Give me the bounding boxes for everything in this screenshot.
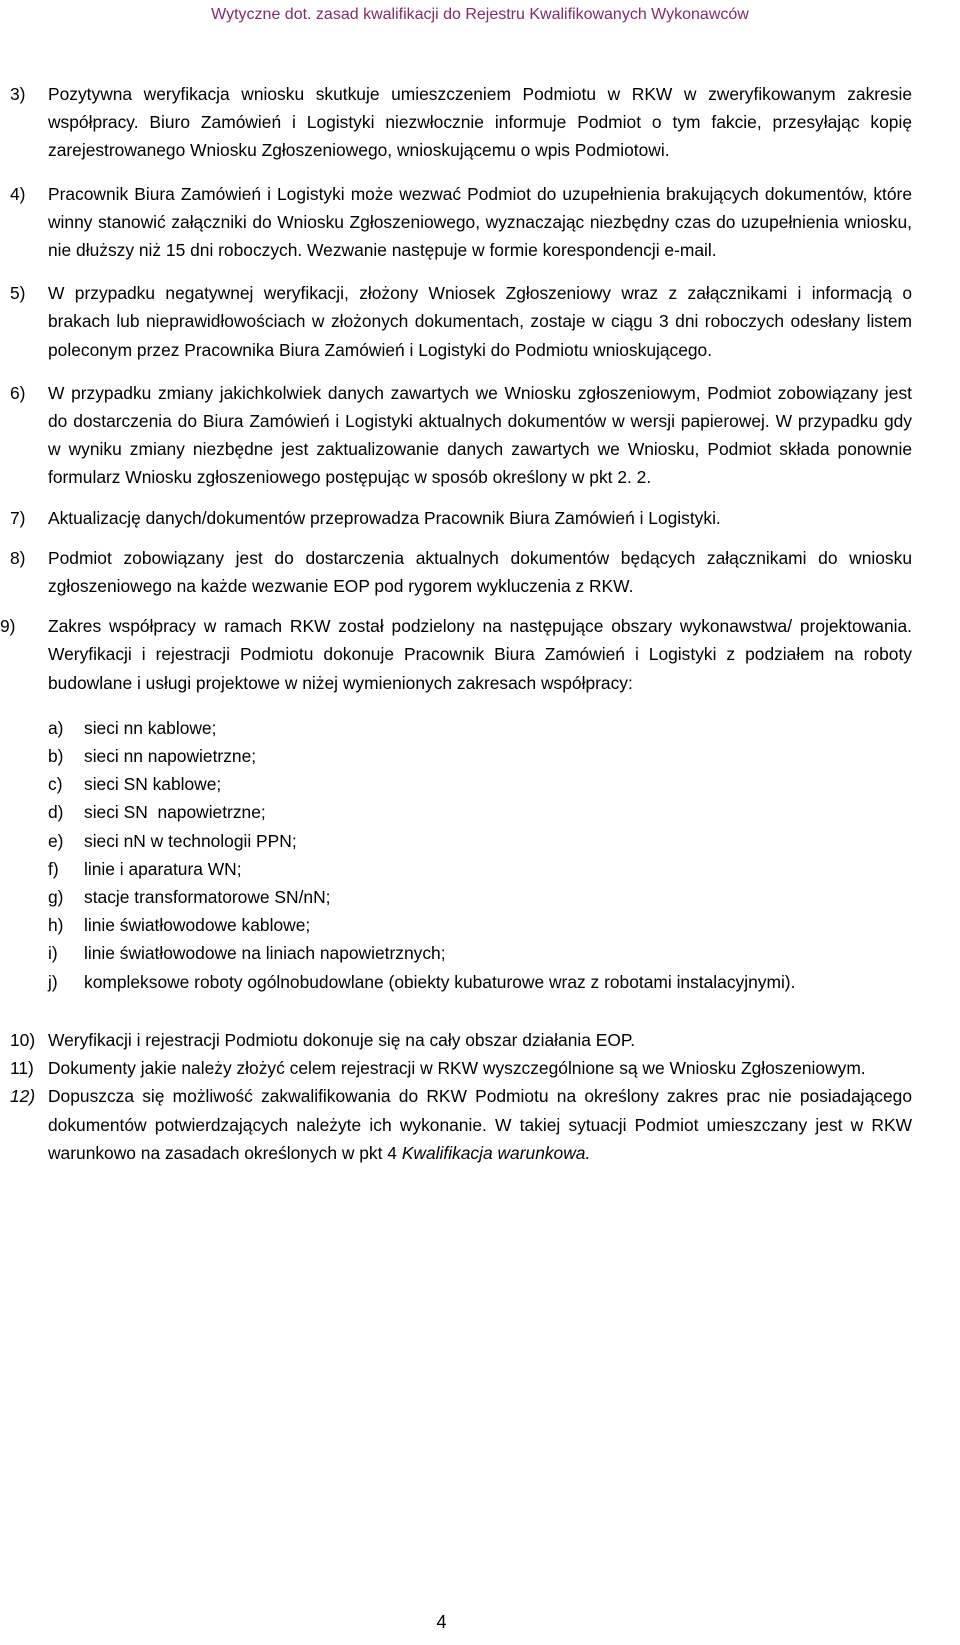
item-text: Aktualizację danych/dokumentów przeprowadza Pracownik Biura Zamówień i Logistyki.: [48, 507, 721, 528]
sublist-item-f: [48, 855, 912, 883]
item-text: Dokumenty jakie należy złożyć celem rejestracji w RKW wyszczególnione są we Wniosku Zgłoszeniowym.: [48, 1058, 866, 1079]
sublist-text: linie i aparatura WN;: [84, 858, 242, 879]
sublist-letter: g): [48, 887, 64, 908]
list-item-12: [10, 1082, 912, 1167]
item-text: [48, 1082, 912, 1167]
sublist-text: sieci SN napowietrzne;: [84, 802, 266, 823]
item-text-italic-reference: Kwalifikacja warunkowa.: [401, 1142, 591, 1163]
item-text: Pozytywna weryfikacja wniosku skutkuje umieszczeniem Podmiotu w RKW w zweryfikowanym zakresie współpracy. Biuro Zamówień i Logistyki niezwłocznie informuje Podmiot o tym fakcie, przesyłając kopię zarejestrowanego Wniosku Zgłoszeniowego, wnioskującemu o wpis Podmiotowi.: [48, 84, 912, 161]
item-text-regular: Dopuszcza się możliwość zakwalifikowania do RKW Podmiotu na określony zakres prac nie posiadającego dokumentów potwierdzających należyte ich wykonanie. W takiej sytuacji Podmiot umieszczany jest w RKW warunkowo na zasadach określonych w pkt 4: [48, 1086, 912, 1163]
sublist-text: kompleksowe roboty ogólnobudowlane (obiekty kubaturowe wraz z robotami instalacyjnymi).: [84, 971, 796, 992]
sublist-item-g: [48, 883, 912, 911]
sublist-item-a: [48, 714, 912, 742]
sublist-letter: f): [48, 858, 59, 879]
list-item-10: [10, 1026, 912, 1054]
sublist-item-h: [48, 911, 912, 939]
item-number: 7): [10, 507, 26, 528]
item-number: 6): [10, 382, 26, 403]
list-item-9: [0, 612, 912, 697]
item-number: 8): [10, 547, 26, 568]
page-number: 4: [436, 1612, 447, 1632]
list-item-7: [10, 504, 912, 532]
list-item-6: [10, 379, 912, 492]
item-text: Weryfikacji i rejestracji Podmiotu dokonuje się na cały obszar działania EOP.: [48, 1029, 636, 1050]
sublist-item-i: [48, 939, 912, 967]
sublist-letter: c): [48, 774, 63, 795]
item-number: 9): [0, 616, 16, 637]
sublist-text: linie światłowodowe na liniach napowietrznych;: [84, 943, 446, 964]
sublist-letter: e): [48, 830, 64, 851]
item-number: 3): [10, 84, 26, 104]
sublist-letter: b): [48, 746, 64, 767]
list-item-11: [10, 1054, 912, 1082]
sublist-letter: a): [48, 717, 64, 738]
item-number: 4): [10, 183, 26, 204]
sublist-text: stacje transformatorowe SN/nN;: [84, 887, 331, 908]
sublist-letter: j): [48, 971, 58, 992]
item-text: Podmiot zobowiązany jest do dostarczenia aktualnych dokumentów będących załącznikami do wniosku zgłoszeniowego na każde wezwanie EOP pod rygorem wykluczenia z RKW.: [48, 547, 912, 597]
sublist-item-d: [48, 798, 912, 826]
sublist-item-b: [48, 742, 912, 770]
list-item-3: [10, 80, 912, 165]
item-text: W przypadku zmiany jakichkolwiek danych zawartych we Wniosku zgłoszeniowym, Podmiot zobowiązany jest do dostarczenia do Biura Zamówień i Logistyki aktualnych dokumentów w wersji papierowej. W przypadku gdy w wyniku zmiany niezbędne jest zaktualizowanie danych zawartych we Wniosku, Podmiot składa ponownie formularz Wniosku zgłoszeniowego postępując w sposób określony w pkt 2. 2.: [48, 382, 912, 488]
sublist-text: linie światłowodowe kablowe;: [84, 915, 311, 936]
sublist-text: sieci nn kablowe;: [84, 717, 217, 738]
list-item-8: [10, 544, 912, 600]
sublist-item-e: [48, 827, 912, 855]
sublist-text: sieci nN w technologii PPN;: [84, 830, 297, 851]
item-number: 12): [10, 1086, 36, 1107]
item-text: W przypadku negatywnej weryfikacji, złożony Wniosek Zgłoszeniowy wraz z załącznikami i informacją o brakach lub nieprawidłowościach w złożonych dokumentach, zostaje w ciągu 3 dni roboczych odesłany listem poleconym przez Pracownika Biura Zamówień i Logistyki do Podmiotu wnioskującego.: [48, 283, 912, 360]
sublist-item-c: [48, 770, 912, 798]
item-text: Pracownik Biura Zamówień i Logistyki może wezwać Podmiot do uzupełnienia brakujących dokumentów, które winny stanowić załączniki do Wniosku Zgłoszeniowego, wyznaczając niezbędny czas do uzupełnienia wniosku, nie dłuższy niż 15 dni roboczych. Wezwanie następuje w formie korespondencji e-mail.: [48, 183, 912, 261]
item-number: 11): [10, 1058, 34, 1079]
list-item-5: [10, 279, 912, 364]
item-number: 10): [10, 1029, 36, 1050]
sublist-letter: i): [48, 943, 58, 964]
sublist-letter: d): [48, 802, 64, 823]
scope-sublist: [10, 714, 912, 996]
sublist-item-j: [48, 968, 912, 996]
list-item-4: [10, 180, 912, 265]
sublist-text: sieci nn napowietrzne;: [84, 746, 257, 767]
sublist-letter: h): [48, 915, 64, 936]
running-header: Wytyczne dot. zasad kwalifikacji do Rejestru Kwalifikowanych Wykonawców: [211, 6, 749, 23]
document-body: [0, 80, 912, 1167]
item-number: 5): [10, 283, 26, 304]
item-text: Zakres współpracy w ramach RKW został podzielony na następujące obszary wykonawstwa/ projektowania. Weryfikacji i rejestracji Podmiotu dokonuje Pracownik Biura Zamówień i Logistyki z podziałem na roboty budowlane i usługi projektowe w niżej wymienionych zakresach współpracy:: [48, 616, 912, 693]
sublist-text: sieci SN kablowe;: [84, 774, 222, 795]
